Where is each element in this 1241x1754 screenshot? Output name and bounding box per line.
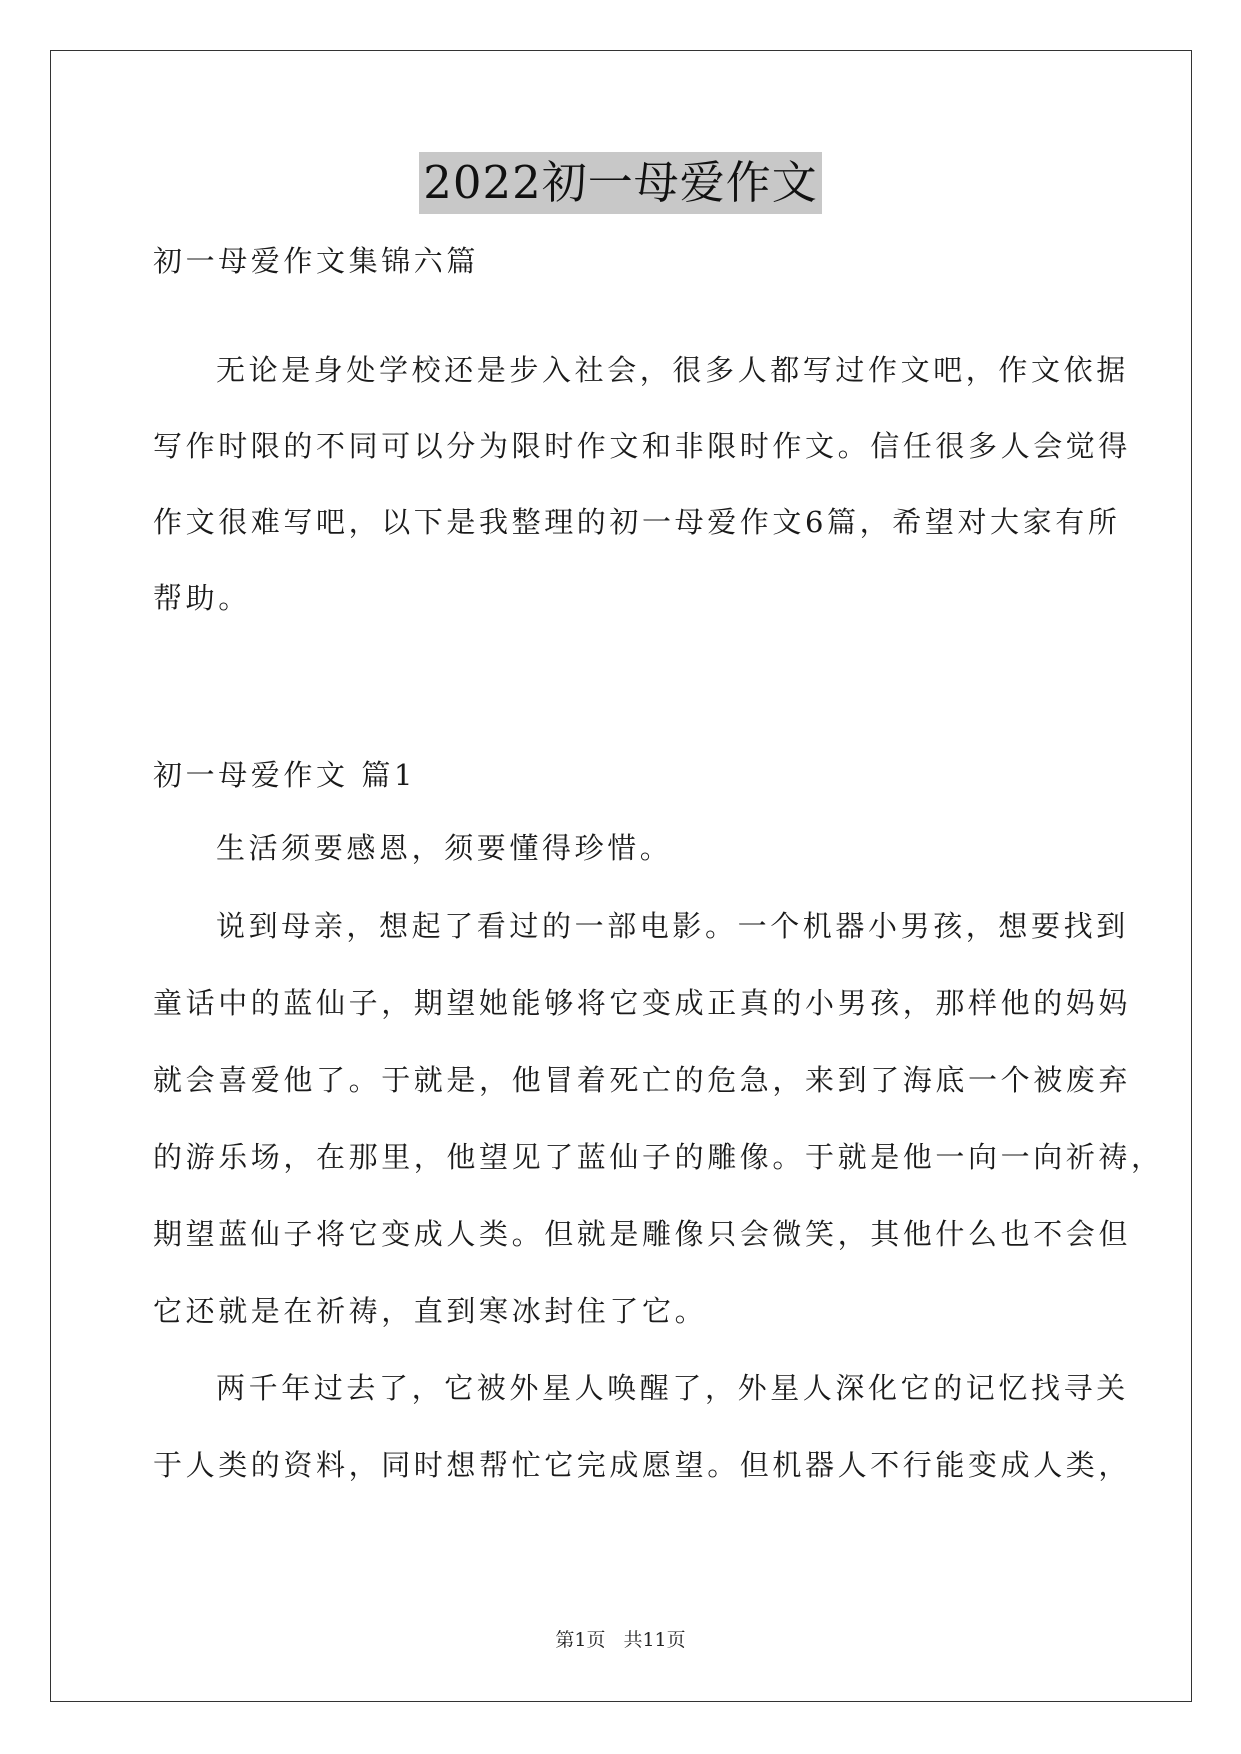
body-line: 两千年过去了，它被外星人唤醒了，外星人深化它的记忆找寻关 bbox=[216, 1371, 1129, 1405]
title-container bbox=[0, 152, 1241, 214]
body-line: 于人类的资料，同时想帮忙它完成愿望。但机器人不行能变成人类， bbox=[153, 1448, 1132, 1482]
body-line: 生活须要感恩，须要懂得珍惜。 bbox=[216, 831, 673, 865]
page-number: 第1页 bbox=[555, 1629, 606, 1651]
section-heading: 初一母爱作文 篇1 bbox=[153, 758, 417, 792]
intro-line: 写作时限的不同可以分为限时作文和非限时作文。信任很多人会觉得 bbox=[153, 429, 1132, 463]
intro-line: 无论是身处学校还是步入社会，很多人都写过作文吧，作文依据 bbox=[216, 353, 1129, 387]
body-line: 它还就是在祈祷，直到寒冰封住了它。 bbox=[153, 1294, 708, 1328]
document-title: 2022初一母爱作文 bbox=[419, 152, 822, 214]
intro-line: 帮助。 bbox=[153, 581, 251, 615]
body-line: 说到母亲，想起了看过的一部电影。一个机器小男孩，想要找到 bbox=[216, 909, 1129, 943]
body-line: 就会喜爱他了。于就是，他冒着死亡的危急，来到了海底一个被废弃 bbox=[153, 1063, 1132, 1097]
body-line: 的游乐场，在那里，他望见了蓝仙子的雕像。于就是他一向一向祈祷， bbox=[153, 1140, 1164, 1174]
body-line: 期望蓝仙子将它变成人类。但就是雕像只会微笑，其他什么也不会但 bbox=[153, 1217, 1132, 1251]
intro-line: 作文很难写吧，以下是我整理的初一母爱作文6篇，希望对大家有所 bbox=[153, 505, 1121, 539]
body-line: 童话中的蓝仙子，期望她能够将它变成正真的小男孩，那样他的妈妈 bbox=[153, 986, 1132, 1020]
document-subtitle: 初一母爱作文集锦六篇 bbox=[153, 244, 480, 278]
page-footer bbox=[0, 1627, 1241, 1653]
page-total: 共11页 bbox=[623, 1629, 686, 1651]
